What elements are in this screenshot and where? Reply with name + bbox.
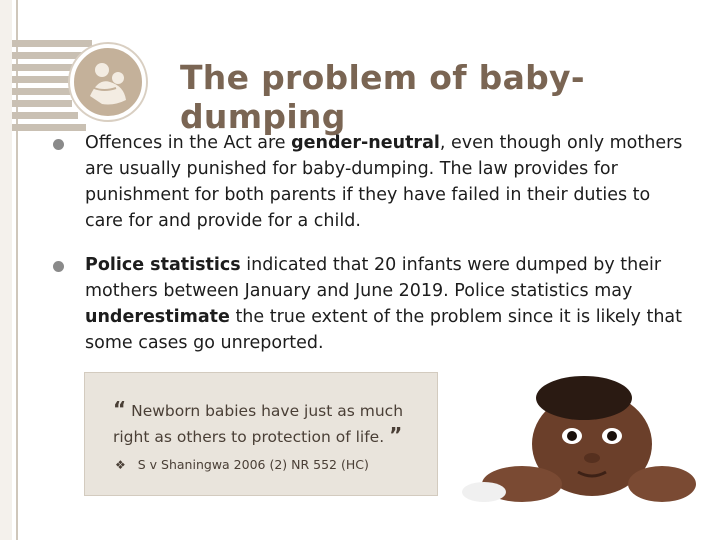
close-quote-icon: ” xyxy=(389,423,403,447)
quote-citation xyxy=(115,457,369,472)
keyword-gender-neutral: gender-neutral xyxy=(291,133,440,153)
bullet-text: , even though only mothers are usually punished for baby-dumping. The law provides for punishment for both parents if they have failed in their duties to care for and provide for a child. xyxy=(85,133,683,231)
quote-text-block xyxy=(113,397,423,449)
slide-title: The problem of baby-dumping xyxy=(180,58,585,136)
bullet-dot-icon xyxy=(53,261,64,272)
quote-panel xyxy=(84,372,438,496)
mother-and-child-logo-icon xyxy=(70,44,146,120)
diamond-bullet-icon: ❖ xyxy=(115,458,126,472)
quote-text: Newborn babies have just as much right as others to protection of life. xyxy=(113,402,404,446)
bullet-text: Offences in the Act are xyxy=(85,133,292,153)
open-quote-icon: “ xyxy=(113,397,127,421)
bullet-item xyxy=(52,252,692,356)
bullet-item xyxy=(52,130,692,234)
citation-text: S v Shaningwa 2006 (2) NR 552 (HC) xyxy=(137,457,369,472)
keyword-police-statistics: Police statistics xyxy=(85,255,241,275)
keyword-underestimate: underestimate xyxy=(85,307,230,327)
slide-frame xyxy=(12,0,720,540)
bullet-dot-icon xyxy=(53,139,64,150)
bullet-text: indicated that 20 infants were dumped by their mothers between January and June 2019. Police statistics may xyxy=(85,255,662,301)
bullet-list xyxy=(52,130,692,374)
bullet-text: the true extent of the problem since it is likely that some cases go unreported. xyxy=(85,307,683,353)
baby-photo-icon xyxy=(462,372,708,502)
